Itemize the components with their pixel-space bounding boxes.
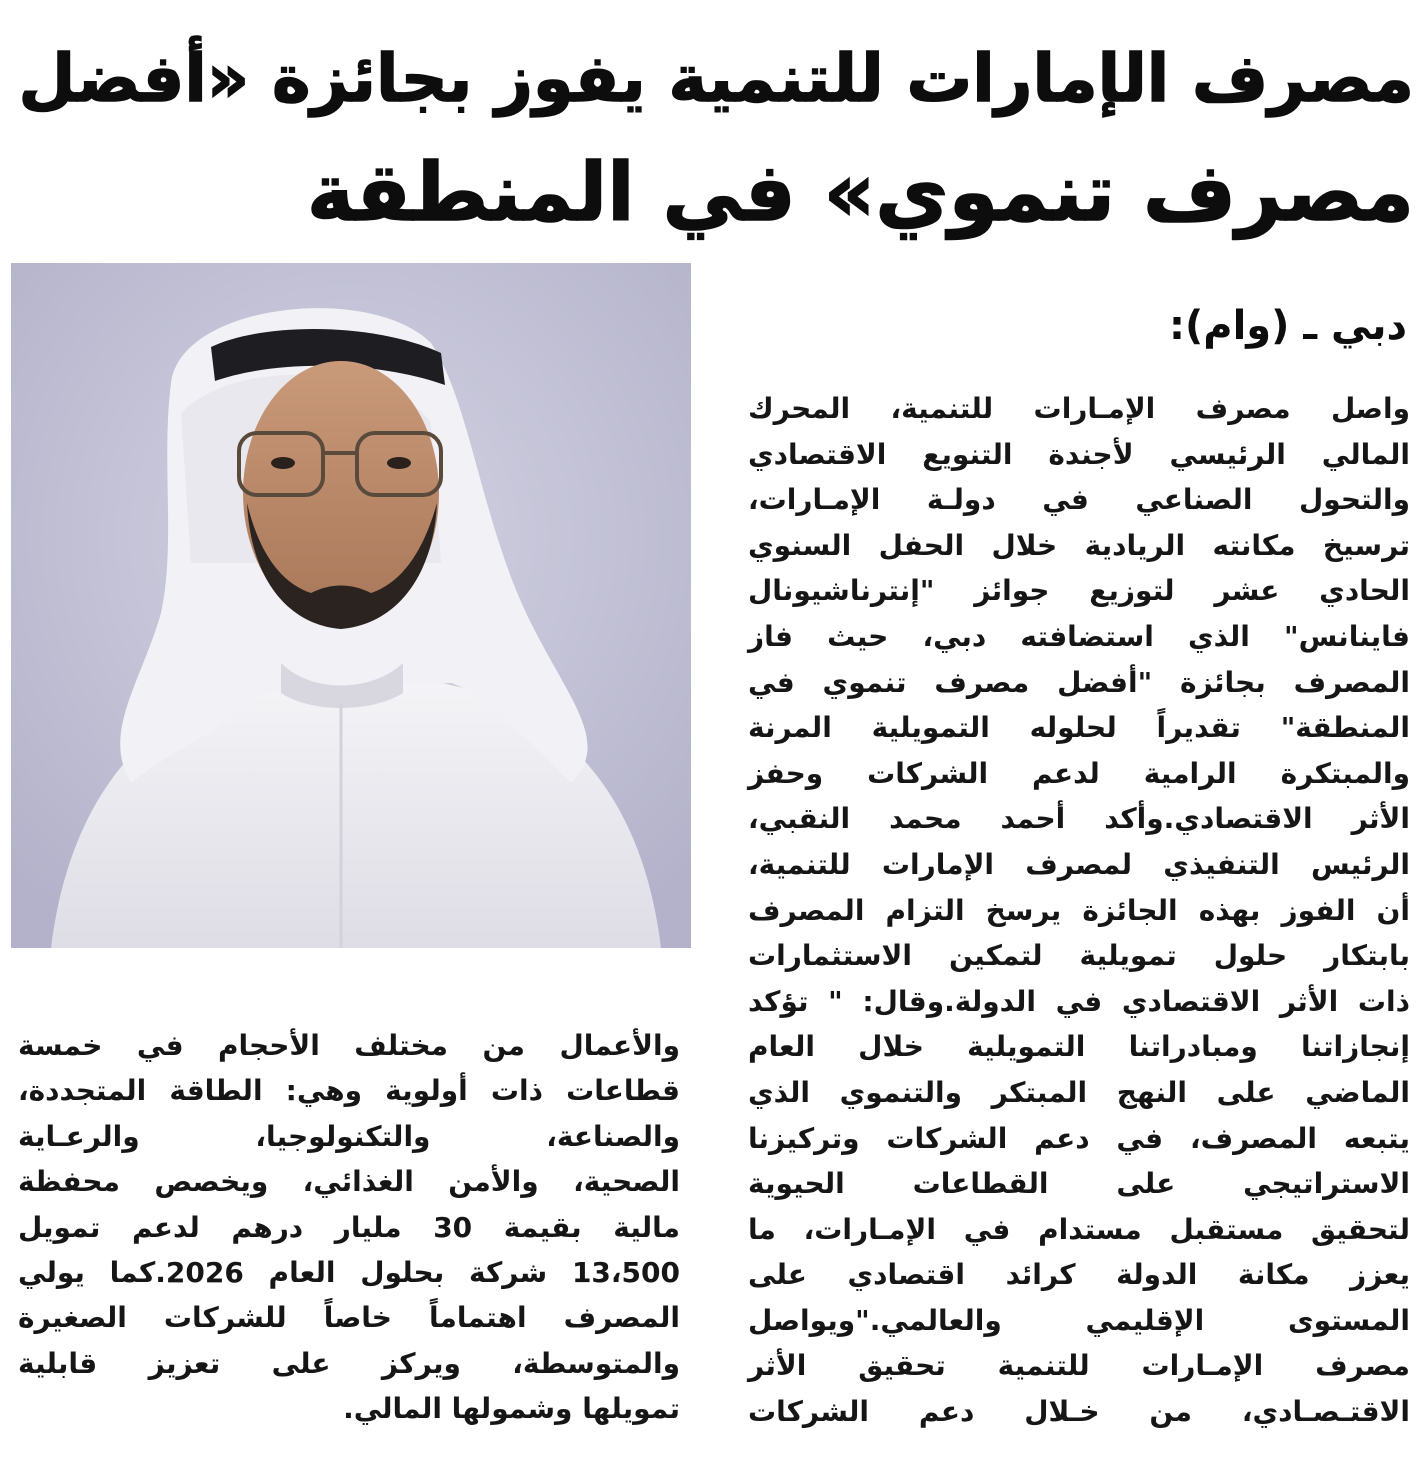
body-line: مصرف الإمـارات للتنمية تحقيق الأثر [748,1349,1410,1383]
body-line: المصرف اهتماماً خاصاً للشركات الصغيرة [18,1301,680,1335]
body-line: المصرف بجائزة "أفضل مصرف تنموي في [748,665,1410,699]
body-line: المالي الرئيسي لأجندة التنويع الاقتصادي [748,437,1410,471]
body-line: مالية بقيمة 30 مليار درهم لدعم تمويل [18,1210,680,1244]
body-line: المستوى الإقليمي والعالمي."ويواصل [748,1303,1410,1337]
body-line: يعزز مكانة الدولة كرائد اقتصادي على [748,1258,1410,1292]
body-line: والمبتكرة الرامية لدعم الشركات وحفز [748,756,1410,790]
headline-line: مصرف تنموي» في المنطقة [306,146,1414,239]
body-line: ذات الأثر الاقتصادي في الدولة.وقال: " تؤكد [748,984,1410,1018]
portrait-photo [11,263,691,948]
body-line: يتبعه المصرف، في دعم الشركات وتركيزنا [748,1121,1410,1155]
body-line: الماضي على النهج المبتكر والتنموي الذي [748,1075,1410,1109]
body-line: تمويلها وشمولها المالي. [343,1392,680,1426]
body-line: والأعمال من مختلف الأحجام في خمسة [18,1029,680,1062]
body-line: الاستراتيجي على القطاعات الحيوية [748,1167,1410,1201]
body-line: لتحقيق مستقبل مستدام في الإمـارات، ما [748,1212,1410,1246]
article-body-right-column [748,386,1410,1435]
body-line: الاقتـصـادي، من خـلال دعم الشركات [748,1395,1410,1429]
body-line: إنجازاتنا ومبادراتنا التمويلية خلال العام [748,1030,1410,1064]
article-body-left-column [18,1023,680,1432]
body-line: والتحول الصناعي في دولـة الإمـارات، [748,483,1410,517]
body-line: ترسيخ مكانته الريادية خلال الحفل السنوي [748,528,1410,562]
body-line: والمتوسطة، ويركز على تعزيز قابلية [18,1346,680,1380]
portrait-illustration [11,263,691,948]
body-line: الرئيس التنفيذي لمصرف الإمارات للتنمية، [748,847,1410,881]
body-line: الصحية، والأمن الغذائي، ويخصص محفظة [18,1165,680,1199]
body-line: المنطقة" تقديراً لحلوله التمويلية المرنة [748,711,1410,745]
body-line: الحادي عشر لتوزيع جوائز "إنترناشيونال [748,574,1410,608]
body-line: فاينانس" الذي استضافته دبي، حيث فاز [748,619,1410,653]
headline-line: مصرف الإمارات للتنمية يفوز بجائزة «أفضل [18,41,1414,117]
body-line: أن الفوز بهذه الجائزة يرسخ التزام المصرف [748,893,1410,927]
body-line: قطاعات ذات أولوية وهي: الطاقة المتجددة، [18,1074,680,1108]
body-line: الأثر الاقتصادي.وأكد أحمد محمد النقبي، [748,802,1410,836]
body-line: والصناعة، والتكنولوجيا، والرعـاية [18,1119,680,1153]
article-headline [14,22,1414,250]
body-line: واصل مصرف الإمـارات للتنمية، المحرك [748,392,1410,425]
dateline: دبي ـ (وام): [1169,303,1407,349]
body-line: بابتكار حلول تمويلية لتمكين الاستثمارات [748,939,1410,973]
body-line: 13،500 شركة بحلول العام 2026.كما يولي [18,1256,680,1290]
